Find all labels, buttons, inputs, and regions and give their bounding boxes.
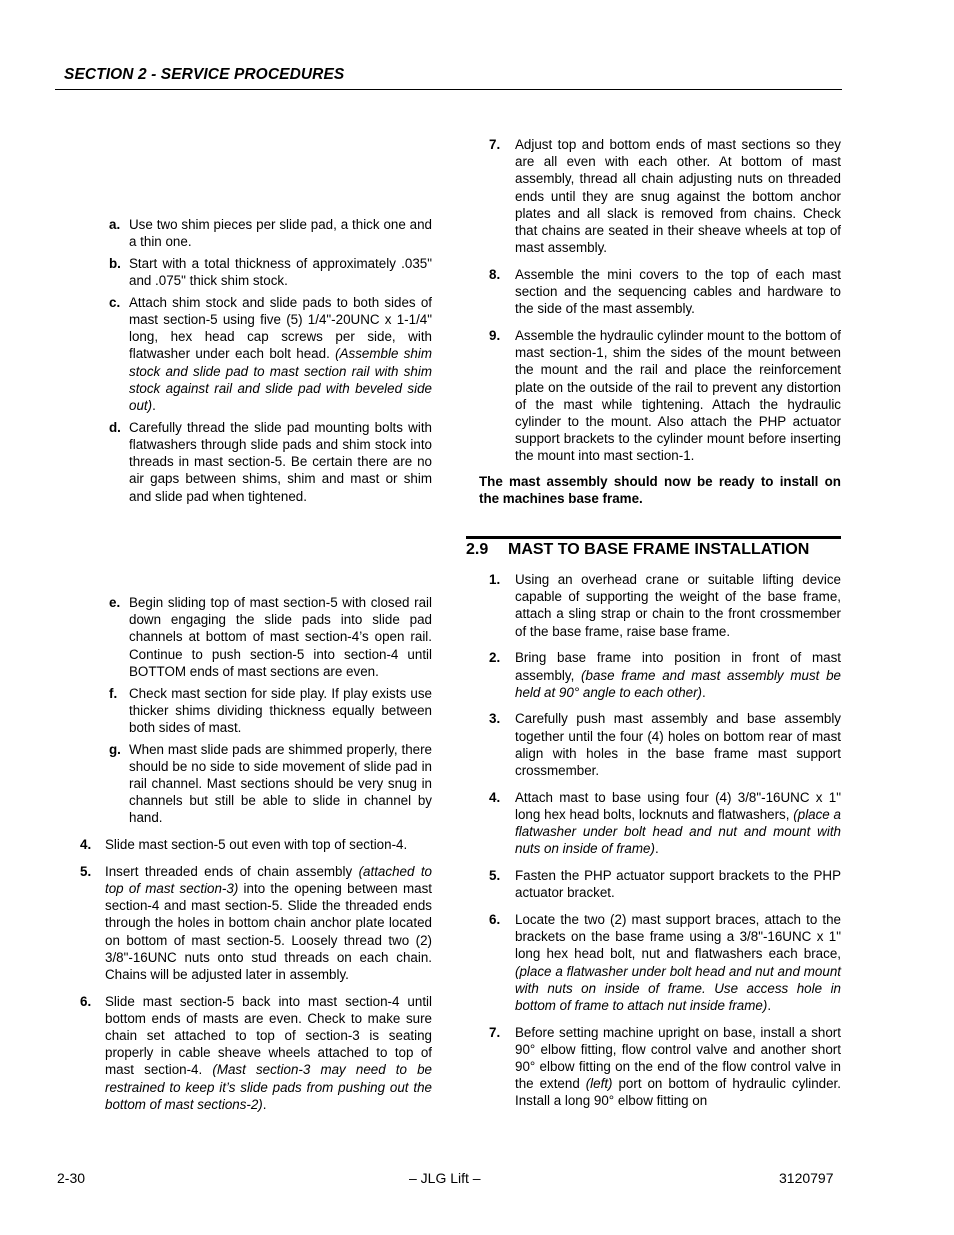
step-9: 9. Assemble the hydraulic cylinder mount to the bottom of mast section-1, shim the sides of the mount between the mount and the rail and place the reinforcement plate on the outside of the rail to prevent any distortion of the mast while tightening. Attach the hydraulic cylinder to the mount. Also attach the PHP actuator support brackets to the cylinder mount before inserting the mount into mast section-1.: [489, 328, 842, 464]
ready-note: The mast assembly should now be ready to install on the machines base frame.: [479, 474, 841, 507]
left-substeps-b: [109, 594, 432, 827]
document-number: 3120797: [779, 1170, 834, 1186]
sec-step-3: 3. Carefully push mast assembly and base assembly together until the four (4) holes on bottom rear of mast align with holes in the base frame mast support crossmember.: [489, 711, 841, 779]
sec-step-5: 5. Fasten the PHP actuator support brackets to the PHP actuator bracket.: [489, 868, 841, 901]
step-4: 4. Slide mast section-5 out even with top of section-4.: [80, 837, 408, 852]
sec-step-2: 2. Bring base frame into position in front of mast assembly, (base frame and mast assembly must be held at 90° angle to each other).: [489, 650, 841, 700]
sec-step-1: 1. Using an overhead crane or suitable lifting device capable of supporting the weight of the base frame, attach a sling strap or chain to the front crossmember of the base frame, raise base frame.: [489, 572, 841, 639]
step-6: 6. Slide mast section-5 back into mast section-4 until bottom ends of masts are even. Check to make sure chain set attached to top of section-3 is seating properly in cable sheave wheels attached to top of mast section-4. (Mast section-3 may need to be restrained to keep it’s slide pads from pushing out the bottom of mast sections-2).: [80, 993, 433, 1112]
substep-c: c. Attach shim stock and slide pads to both sides of mast section-5 using five (5) 1/4"-20UNC x 1-1/4" long, hex head cap screws per side, with flatwasher under each bolt head. (Assemble shim stock and slide pad to mast section rail with shim stock against rail and slide pad with beveled side out).: [109, 294, 433, 414]
substep-f: f. Check mast section for side play. If play exists use thicker shims dividing thickness equally between both sides of mast.: [109, 685, 432, 735]
substep-g: g. When mast slide pads are shimmed properly, there should be no side to side movement of slide pad in rail channel. Mast sections should be very snug in channels but still be able to slide in channel by hand.: [109, 741, 432, 826]
sec-step-6: 6. Locate the two (2) mast support braces, attach to the brackets on the base frame using a 3/8"-16UNC x 1" long hex head bolt, nut and flatwashers each brace, (place a flatwasher under bolt head and nut and mount with nuts on inside of frame. Use access hole in bottom of frame to attach nut inside frame).: [489, 911, 841, 1013]
section-number: 2.9: [466, 541, 489, 558]
substep-a: a. Use two shim pieces per slide pad, a thick one and a thin one.: [109, 217, 432, 250]
step-5: 5. Insert threaded ends of chain assembly (attached to top of mast section-3) into the opening between mast section-4 and mast section-5. Slide the threaded ends through the holes in bottom chain anchor plate located on bottom of mast section-5. Loosely thread two (2) 3/8"-16UNC nuts onto stud threads on each chain. Chains will be adjusted later in assembly.: [80, 863, 432, 982]
sec-step-7: 7. Before setting machine upright on base, install a short 90° elbow fitting, flow control valve and another short 90° elbow fitting on the end of the flow control valve in the extend (left) port on bottom of hydraulic cylinder. Install a long 90° elbow fitting on: [489, 1024, 841, 1109]
left-steps: [80, 836, 432, 1113]
right-steps: [489, 136, 841, 465]
substep-e: e. Begin sliding top of mast section-5 with closed rail down engaging the slide pads into slide pad channels at bottom of mast section-4’s open rail. Continue to push section-5 into section-4 until BOTTOM ends of mast sections are even.: [109, 595, 432, 679]
section-rule: [466, 536, 841, 539]
section-title: MAST TO BASE FRAME INSTALLATION: [508, 541, 810, 558]
left-substeps-a: [109, 216, 432, 505]
step-8: 8. Assemble the mini covers to the top of each mast section and the sequencing cables and hardware to the side of the mast assembly.: [489, 266, 841, 317]
sec-step-4: 4. Attach mast to base using four (4) 3/8"-16UNC x 1" long hex head bolts, locknuts and flatwashers, (place a flatwasher under bolt head and nut and mount with nuts on inside of frame).: [489, 789, 842, 857]
section-steps: [489, 571, 841, 1110]
substep-d: d. Carefully thread the slide pad mounting bolts with flatwashers through slide pads and shim stock into threads in mast section-5. Be certain there are no air gaps between shims, shim and mast or shim and slide pad when tightened.: [109, 419, 432, 504]
substep-b: b. Start with a total thickness of approximately .035" and .075" thick shim stock.: [109, 255, 432, 289]
step-7-right: 7. Adjust top and bottom ends of mast sections so they are all even with each other. At bottom of mast assembly, thread all chain adjusting nuts on threaded ends until they are snug against the bottom anchor plates and all slack is removed from chains. Check that chains are seated in their sheave wheels at top of mast assembly.: [489, 137, 841, 256]
section-header: SECTION 2 - SERVICE PROCEDURES: [64, 66, 345, 83]
footer-brand: – JLG Lift –: [409, 1170, 481, 1186]
header-rule: [55, 89, 842, 90]
page-number: 2-30: [57, 1170, 86, 1186]
